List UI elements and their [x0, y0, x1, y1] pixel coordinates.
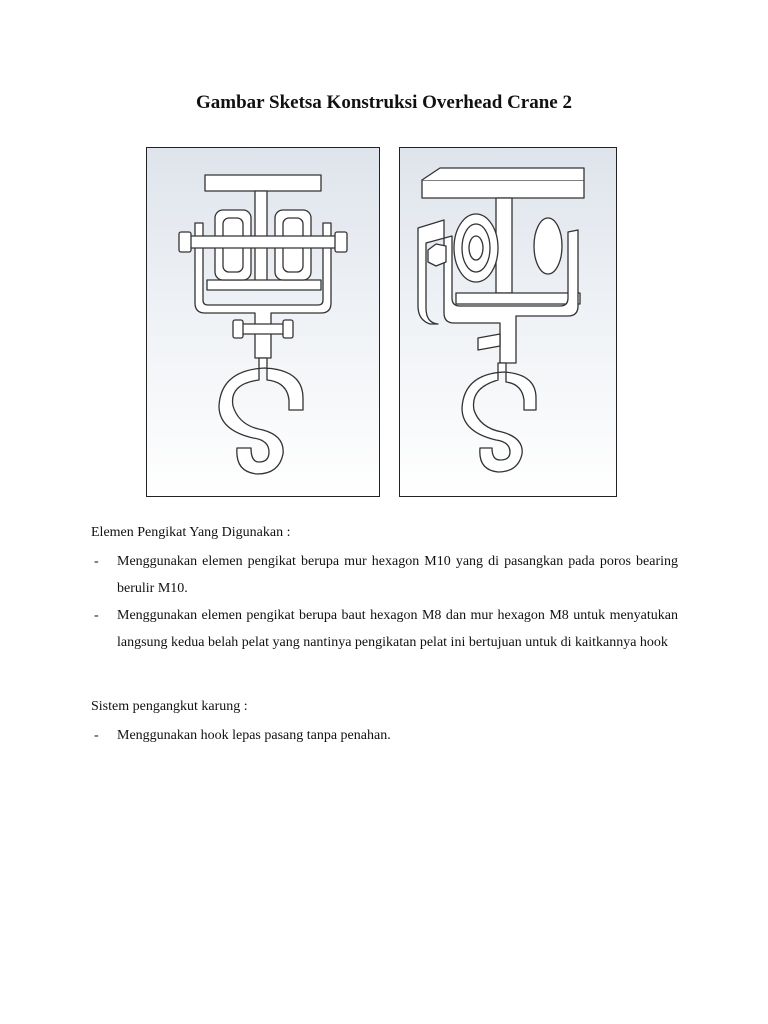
list-item — [91, 722, 678, 749]
crane-front-view-drawing — [147, 148, 379, 496]
hook — [219, 358, 303, 474]
crane-isometric-view-drawing — [400, 148, 616, 496]
list-item-text: Menggunakan elemen pengikat berupa baut hexagon M8 dan mur hexagon M8 untuk menyatukan langsung kedua belah pelat yang nantinya pengikatan pelat ini bertujuan untuk di kaitkannya hook — [117, 608, 678, 650]
iso-hook — [462, 363, 536, 472]
bullet-dash: - — [94, 728, 99, 743]
beam-top-flange — [205, 175, 321, 191]
page-title: Gambar Sketsa Konstruksi Overhead Crane 2 — [196, 92, 572, 113]
bolt — [241, 324, 285, 334]
iso-bottom-flange — [456, 293, 580, 304]
list-item-text: Menggunakan elemen pengikat berupa mur hexagon M10 yang di pasangkan pada poros bearing berulir M10. — [117, 554, 678, 596]
bullet-dash: - — [94, 554, 99, 569]
list-item-text: Menggunakan hook lepas pasang tanpa penahan. — [117, 728, 391, 743]
iso-right-wheel — [534, 218, 562, 274]
iso-top-flange — [422, 180, 584, 198]
list-item — [91, 548, 678, 602]
iso-nut — [428, 244, 446, 266]
section-heading-transport: Sistem pengangkut karung : — [91, 699, 248, 714]
bullet-dash: - — [94, 608, 99, 623]
beam-bottom-flange — [207, 280, 321, 290]
list-item — [91, 602, 678, 656]
crane-isometric-view-figure — [399, 147, 617, 497]
left-nut — [179, 232, 191, 252]
right-nut — [335, 232, 347, 252]
iso-bolt — [478, 334, 500, 350]
section-heading-fasteners: Elemen Pengikat Yang Digunakan : — [91, 525, 291, 540]
axle — [187, 236, 339, 248]
crane-front-view-figure — [146, 147, 380, 497]
